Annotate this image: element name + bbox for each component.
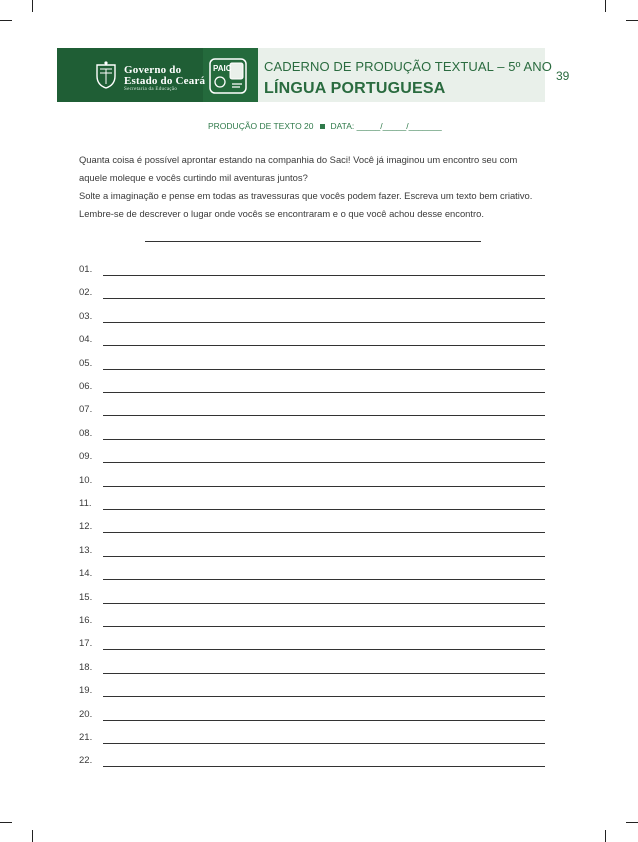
writing-line[interactable] (79, 428, 545, 442)
line-rule (103, 369, 545, 370)
date-field[interactable]: DATA: _____/_____/_______ (330, 121, 442, 131)
line-rule (103, 673, 545, 674)
line-rule (103, 275, 545, 276)
line-number: 05. (79, 357, 93, 369)
line-number: 22. (79, 755, 93, 767)
writing-line[interactable] (79, 475, 545, 489)
writing-line[interactable] (79, 732, 545, 746)
writing-line[interactable] (79, 545, 545, 559)
line-number: 19. (79, 685, 93, 697)
line-number: 21. (79, 732, 93, 743)
writing-line[interactable] (79, 404, 545, 418)
line-rule (103, 486, 545, 487)
writing-line[interactable] (79, 755, 545, 769)
line-rule (103, 532, 545, 533)
line-number: 17. (79, 638, 93, 650)
line-rule (103, 556, 545, 557)
line-number: 09. (79, 451, 93, 463)
government-line-1: Governo do (124, 64, 182, 76)
line-rule (103, 649, 545, 650)
writing-line[interactable] (79, 615, 545, 629)
line-number: 20. (79, 708, 93, 720)
notebook-title: CADERNO DE PRODUÇÃO TEXTUAL – 5º ANO (264, 59, 552, 74)
line-rule (103, 603, 545, 604)
state-crest-icon (94, 60, 118, 90)
line-number: 11. (79, 498, 92, 509)
crop-mark (626, 20, 638, 21)
line-rule (103, 696, 545, 697)
writing-line[interactable] (79, 709, 545, 723)
crop-mark (626, 822, 638, 823)
line-number: 12. (79, 521, 93, 533)
writing-line[interactable] (79, 311, 545, 325)
line-rule (103, 298, 545, 299)
line-number: 04. (79, 334, 93, 346)
line-rule (103, 766, 545, 767)
prompt-line: Lembre-se de descrever o lugar onde vocês se encontraram e o que você achou desse encontro. (79, 208, 484, 219)
paic-logo-icon (208, 56, 248, 96)
writing-line[interactable] (79, 662, 545, 676)
line-number: 08. (79, 427, 93, 439)
crop-mark (0, 822, 12, 823)
writing-line[interactable] (79, 334, 545, 348)
svg-text:PAIC: PAIC (213, 64, 232, 73)
writing-line[interactable] (79, 685, 545, 699)
line-number: 18. (79, 661, 93, 673)
line-number: 07. (79, 404, 93, 416)
line-rule (103, 322, 545, 323)
subject-title: LÍNGUA PORTUGUESA (264, 80, 446, 97)
line-number: 16. (79, 615, 93, 626)
crop-mark (32, 830, 33, 842)
government-line-3: Secretaria da Educação (124, 87, 178, 92)
writing-line[interactable] (79, 638, 545, 652)
line-number: 06. (79, 381, 93, 392)
production-header (208, 121, 442, 131)
line-number: 14. (79, 568, 93, 580)
line-rule (103, 743, 545, 744)
page-number: 39 (556, 69, 570, 83)
line-rule (103, 392, 545, 393)
crop-mark (32, 0, 33, 12)
line-number: 01. (79, 264, 93, 275)
writing-line[interactable] (79, 521, 545, 535)
prompt-line: Quanta coisa é possível aprontar estando na companhia do Saci! Você já imaginou um encontro seu com (79, 154, 518, 165)
crop-mark (605, 0, 606, 12)
writing-line[interactable] (79, 592, 545, 606)
line-rule (103, 720, 545, 721)
writing-line[interactable] (79, 568, 545, 582)
crop-mark (0, 20, 12, 21)
line-rule (103, 345, 545, 346)
production-label: PRODUÇÃO DE TEXTO 20 (208, 121, 314, 131)
bullet-icon (320, 124, 325, 129)
line-rule (103, 415, 545, 416)
writing-prompt (79, 151, 549, 223)
government-line-2: Estado do Ceará (124, 75, 206, 87)
line-rule (103, 462, 545, 463)
writing-line[interactable] (79, 498, 545, 512)
title-writing-line[interactable] (145, 241, 481, 242)
line-rule (103, 439, 545, 440)
line-rule (103, 509, 545, 510)
line-rule (103, 626, 545, 627)
line-number: 10. (79, 474, 93, 486)
line-number: 02. (79, 287, 93, 299)
writing-line[interactable] (79, 381, 545, 395)
writing-line[interactable] (79, 264, 545, 278)
line-rule (103, 579, 545, 580)
line-number: 13. (79, 544, 93, 556)
prompt-line: aquele moleque e vocês curtindo mil aventuras juntos? (79, 172, 308, 183)
crop-mark (605, 830, 606, 842)
prompt-line: Solte a imaginação e pense em todas as travessuras que vocês podem fazer. Escreva um texto bem criativo. (79, 190, 533, 201)
writing-line[interactable] (79, 287, 545, 301)
writing-line[interactable] (79, 358, 545, 372)
line-number: 15. (79, 591, 93, 603)
line-number: 03. (79, 310, 93, 322)
writing-line[interactable] (79, 451, 545, 465)
